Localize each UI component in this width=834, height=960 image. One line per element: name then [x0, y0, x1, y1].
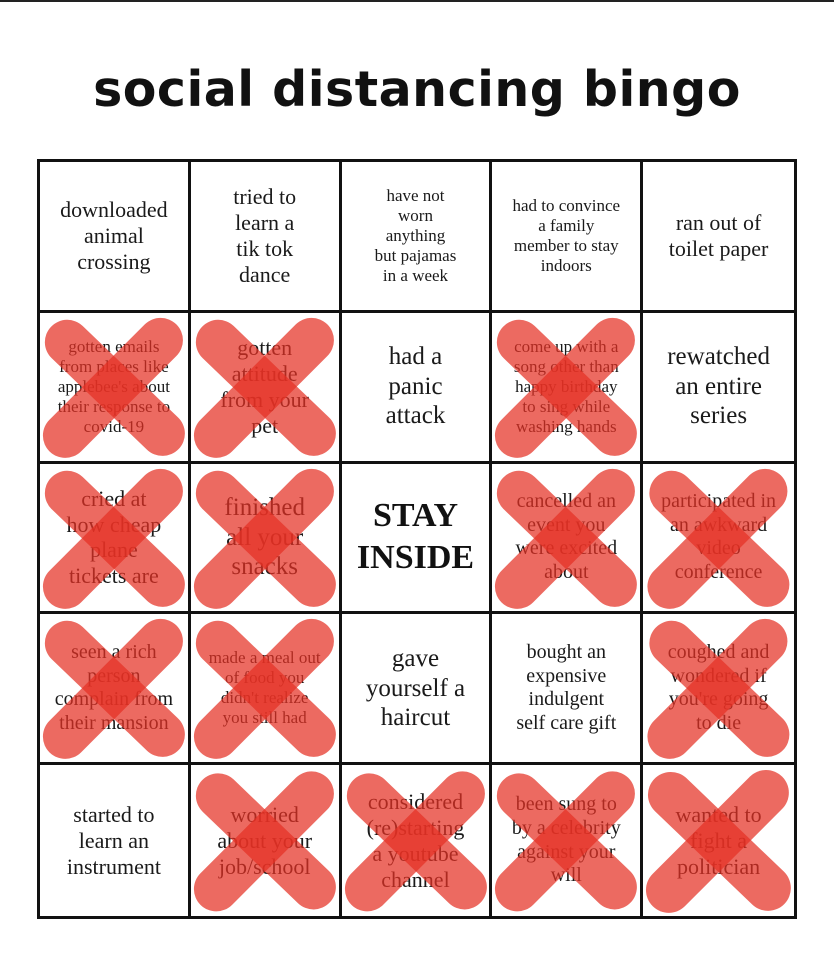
cell-label: made a meal out of food you didn't realize you still had [208, 648, 321, 728]
cell-label: cried at how cheap plane tickets are [66, 485, 162, 589]
cell-label: wanted to fight a politician [675, 801, 762, 879]
bingo-cell[interactable] [191, 162, 342, 313]
cell-label: gave yourself a haircut [365, 645, 466, 732]
bingo-cell[interactable] [191, 313, 342, 464]
cell-label: considered (re)starting a youtube channel [366, 788, 465, 892]
bingo-cell[interactable] [492, 765, 643, 916]
bingo-cell[interactable] [643, 765, 794, 916]
bingo-cell[interactable] [492, 313, 643, 464]
cell-label: started to learn an instrument [66, 801, 161, 879]
cell-label: downloaded animal crossing [60, 196, 168, 274]
bingo-cell[interactable] [40, 313, 191, 464]
bingo-cell[interactable] [492, 614, 643, 765]
cell-label: rewatched an entire series [667, 343, 770, 430]
cell-label: tried to learn a tik tok dance [233, 183, 297, 287]
cell-label: had to convince a family member to stay indoors [512, 195, 621, 275]
bingo-cell[interactable] [342, 162, 493, 313]
bingo-cell[interactable] [342, 614, 493, 765]
bingo-cell[interactable] [643, 614, 794, 765]
cell-label: worried about your job/school [217, 801, 313, 879]
cell-label: cancelled an event you were excited about [515, 490, 618, 584]
cell-label: gotten emails from places like applebee's about their response to covid-19 [57, 336, 171, 436]
cell-label: gotten attitude from your pet [220, 334, 309, 438]
cell-label: participated in an awkward video conference [661, 490, 777, 584]
bingo-cell[interactable] [40, 162, 191, 313]
bingo-cell[interactable] [492, 162, 643, 313]
bingo-cell[interactable] [191, 765, 342, 916]
top-border [0, 0, 834, 2]
bingo-cell[interactable] [40, 464, 191, 615]
bingo-cell[interactable] [342, 765, 493, 916]
bingo-cell[interactable] [191, 614, 342, 765]
cell-label: bought an expensive indulgent self care gift [516, 641, 617, 734]
cell-label: have not worn anything but pajamas in a week [374, 185, 457, 285]
page-title: social distancing bingo [93, 61, 741, 118]
bingo-cell[interactable] [40, 614, 191, 765]
bingo-cell[interactable] [643, 313, 794, 464]
cell-label: ran out of toilet paper [668, 209, 769, 261]
bingo-cell[interactable] [40, 765, 191, 916]
bingo-cell[interactable] [492, 464, 643, 615]
cell-label: had a panic attack [385, 343, 446, 430]
bingo-board [37, 159, 797, 919]
cell-label: been sung to by a celebrity against your will [511, 793, 621, 887]
bingo-cell[interactable] [342, 313, 493, 464]
cell-label: come up with a song other than happy birthday to sing while washing hands [513, 336, 619, 436]
cell-label: coughed and wondered if you're going to die [667, 641, 770, 734]
bingo-cell[interactable] [342, 464, 493, 615]
cell-label: seen a rich person complain from their mansion [54, 641, 174, 734]
bingo-cell[interactable] [643, 162, 794, 313]
bingo-cell[interactable] [191, 464, 342, 615]
bingo-cell[interactable] [643, 464, 794, 615]
free-space-label: STAY INSIDE [356, 496, 475, 577]
cell-label: finished all your snacks [224, 494, 305, 581]
